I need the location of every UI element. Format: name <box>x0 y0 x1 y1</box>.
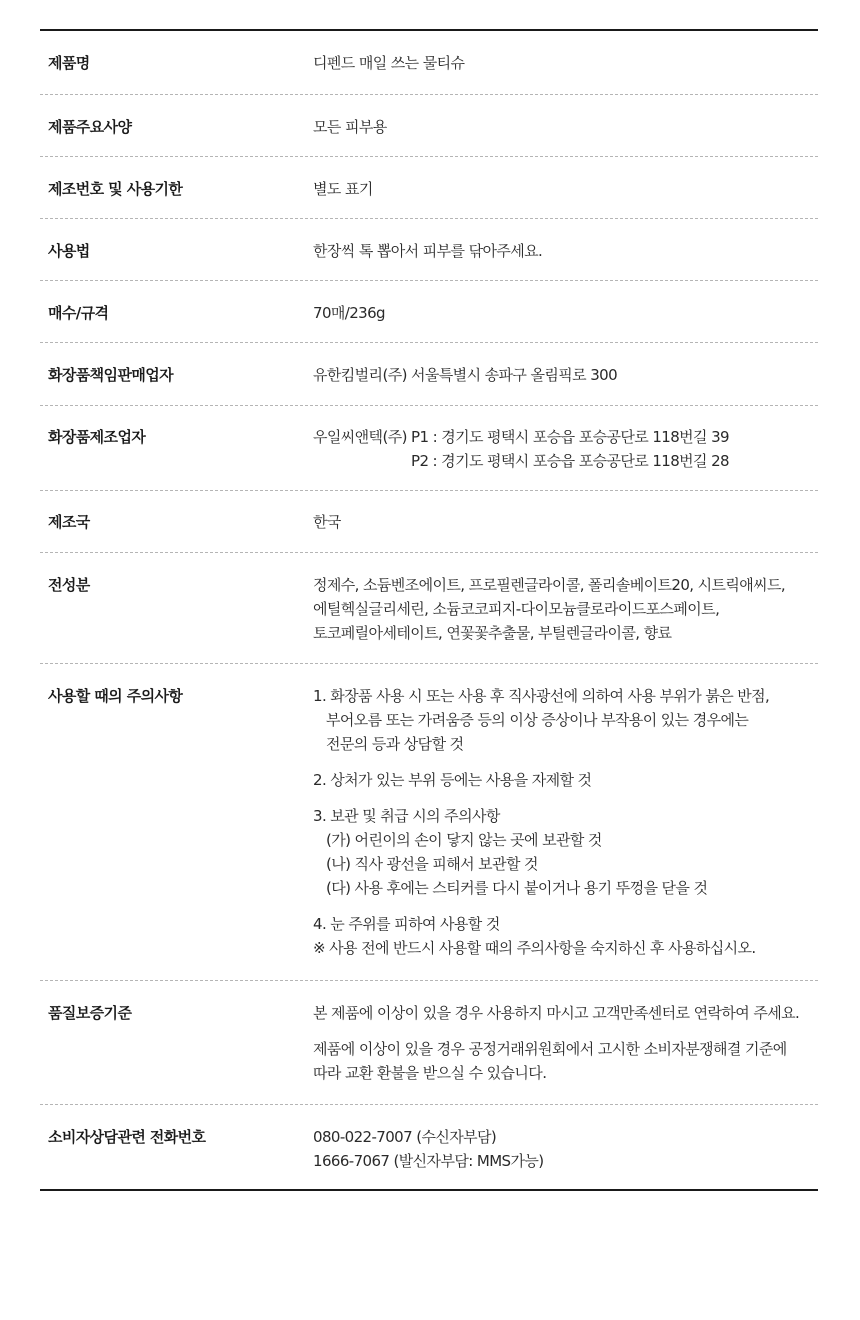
row-label: 화장품책임판매업자 <box>48 366 174 384</box>
value-line: (가) 어린이의 손이 닿지 않는 곳에 보관할 것 <box>326 831 602 849</box>
row-label: 제품주요사양 <box>48 118 132 136</box>
row-label: 화장품제조업자 <box>48 428 146 446</box>
value-line: 080-022-7007 (수신자부담) <box>313 1128 497 1146</box>
row-label: 제조번호 및 사용기한 <box>48 180 183 198</box>
row-value <box>313 363 818 387</box>
row-value <box>313 177 818 201</box>
value-line: 제품에 이상이 있을 경우 공정거래위원회에서 고시한 소비자분쟁해결 기준에 <box>313 1040 787 1058</box>
row-value <box>313 510 818 534</box>
row-usage <box>40 218 818 280</box>
row-label: 전성분 <box>48 576 90 594</box>
value-line: 전문의 등과 상담할 것 <box>326 735 464 753</box>
value-line: 토코페릴아세테이트, 연꽃꽃추출물, 부틸렌글라이콜, 향료 <box>313 624 672 642</box>
precaution-item <box>313 768 818 792</box>
value-line: 70매/236g <box>313 304 385 322</box>
row-value <box>313 684 818 960</box>
value-line: 따라 교환 환불을 받으실 수 있습니다. <box>313 1064 547 1082</box>
value-line: 2. 상처가 있는 부위 등에는 사용을 자제할 것 <box>313 771 592 789</box>
value-line: 모든 피부용 <box>313 118 387 136</box>
row-label: 매수/규격 <box>48 304 109 322</box>
row-main-spec <box>40 94 818 156</box>
row-value <box>313 301 818 325</box>
value-line: 정제수, 소듐벤조에이트, 프로필렌글라이콜, 폴리솔베이트20, 시트릭애씨드, <box>313 576 786 594</box>
row-value <box>313 573 818 645</box>
row-label: 사용법 <box>48 242 90 260</box>
value-line: 디펜드 매일 쓰는 물티슈 <box>313 54 465 72</box>
value-line: 한장씩 톡 뽑아서 피부를 닦아주세요. <box>313 242 543 260</box>
row-country <box>40 490 818 552</box>
row-value <box>313 239 818 263</box>
row-value <box>313 1125 818 1173</box>
row-consumer-phone <box>40 1104 818 1189</box>
row-label: 사용할 때의 주의사항 <box>48 687 183 705</box>
value-line: 별도 표기 <box>313 180 373 198</box>
value-line: 한국 <box>313 513 341 531</box>
row-count-size <box>40 280 818 342</box>
value-line: (나) 직사 광선을 피해서 보관할 것 <box>326 855 538 873</box>
value-line: 3. 보관 및 취급 시의 주의사항 <box>313 807 500 825</box>
row-product-name <box>40 31 818 94</box>
precaution-item <box>313 684 818 756</box>
value-line: 1. 화장품 사용 시 또는 사용 후 직사광선에 의하여 사용 부위가 붉은 반점, <box>313 687 770 705</box>
row-label: 제조국 <box>48 513 90 531</box>
precaution-notice: ※ 사용 전에 반드시 사용할 때의 주의사항을 숙지하신 후 사용하십시오. <box>313 939 756 957</box>
product-info-table <box>40 29 818 1191</box>
value-line: 본 제품에 이상이 있을 경우 사용하지 마시고 고객만족센터로 연락하여 주세요. <box>313 1004 800 1022</box>
row-label: 품질보증기준 <box>48 1004 132 1022</box>
precaution-item <box>313 804 818 900</box>
row-quality-standard <box>40 980 818 1104</box>
row-label: 제품명 <box>48 54 90 72</box>
value-line: 부어오름 또는 가려움증 등의 이상 증상이나 부작용이 있는 경우에는 <box>326 711 749 729</box>
row-manufacturer <box>40 405 818 490</box>
precaution-item <box>313 912 818 960</box>
row-lot-expiry <box>40 156 818 218</box>
value-line: 에틸헥실글리세린, 소듐코코피지-다이모늄클로라이드포스페이트, <box>313 600 720 618</box>
value-line: 1666-7067 (발신자부담: MMS가능) <box>313 1152 544 1170</box>
quality-item <box>313 1001 818 1025</box>
value-line: 4. 눈 주위를 피하여 사용할 것 <box>313 915 500 933</box>
row-precautions <box>40 663 818 980</box>
row-value <box>313 115 818 139</box>
row-value <box>313 425 818 473</box>
row-ingredients <box>40 552 818 663</box>
value-line: 유한킴벌리(주) 서울특별시 송파구 올림픽로 300 <box>313 366 618 384</box>
row-value <box>313 51 818 75</box>
row-value <box>313 1001 818 1085</box>
value-line: (다) 사용 후에는 스티커를 다시 붙이거나 용기 뚜껑을 닫을 것 <box>326 879 708 897</box>
row-responsible-seller <box>40 342 818 405</box>
quality-item <box>313 1037 818 1085</box>
value-line: 우일씨앤텍(주) P1 : 경기도 평택시 포승읍 포승공단로 118번길 39 <box>313 428 729 446</box>
row-label: 소비자상담관련 전화번호 <box>48 1128 206 1146</box>
value-line: P2 : 경기도 평택시 포승읍 포승공단로 118번길 28 <box>411 452 729 470</box>
